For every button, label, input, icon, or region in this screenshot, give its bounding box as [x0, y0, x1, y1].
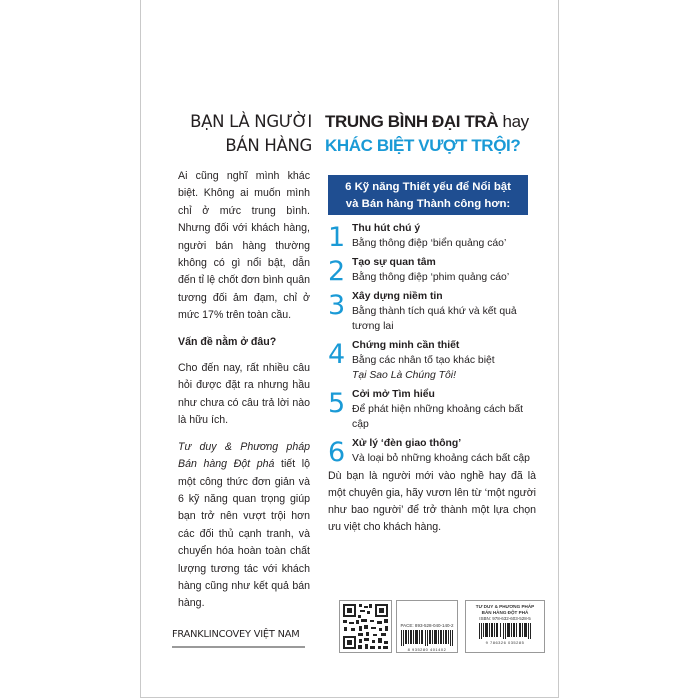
- left-column: [178, 168, 310, 622]
- skill-description: Bằng thông điệp ‘biển quảng cáo’: [352, 238, 507, 249]
- pace-code: PACE: 893-528-040-140-2: [400, 623, 454, 628]
- skill-number: 2: [328, 256, 346, 287]
- isbn-code: ISBN: 978-632-603-528-5: [479, 616, 531, 622]
- skill-item: [328, 339, 538, 383]
- skill-number: 4: [328, 339, 346, 370]
- skill-item: [328, 388, 538, 432]
- barcode-pace: [396, 600, 458, 653]
- skill-item: [328, 437, 538, 466]
- isbn-book-title-line1: TƯ DUY & PHƯƠNG PHÁP: [475, 604, 535, 609]
- skill-title: Thu hút chú ý: [352, 223, 421, 234]
- skill-title: Chứng minh cần thiết: [352, 340, 460, 351]
- problem-heading: Vấn đề nằm ở đâu?: [178, 335, 277, 348]
- skill-description: Bằng thông điệp ‘phim quảng cáo’: [352, 272, 510, 283]
- skill-item: [328, 256, 538, 285]
- book-description: tiết lộ một công thức đơn giản và 6 kỹ năng quan trọng giúp bạn trở nên vượt trội hơn các đối thủ cạnh tranh, và chuyển hóa hoàn toàn chất lượng tương tác với khách hàng cũng như kết quả bán hàng.: [178, 458, 310, 610]
- skill-title: Xây dựng niềm tin: [352, 291, 443, 302]
- skills-list: [328, 222, 538, 471]
- skill-title: Tạo sự quan tâm: [352, 257, 436, 268]
- skill-description: Và loại bỏ những khoảng cách bất cập: [352, 453, 530, 464]
- qr-code-graphic: [340, 601, 391, 652]
- headline-left-line2: BÁN HÀNG: [225, 136, 312, 155]
- isbn-digits: 9 786326 035285: [485, 640, 525, 646]
- publisher-name: FRANKLINCOVEY VIỆT NAM: [172, 628, 305, 648]
- headline-or: hay: [502, 112, 529, 131]
- barcode-bars: [477, 623, 533, 639]
- skills-banner: [328, 175, 528, 215]
- skill-description: Để phát hiện những khoảng cách bất cập: [352, 404, 524, 430]
- skill-description: [352, 353, 538, 383]
- qr-code: [339, 600, 392, 653]
- skill-description: Bằng thành tích quá khứ và kết quả tương lai: [352, 306, 517, 332]
- skill-number: 1: [328, 222, 346, 253]
- isbn-book-title-line2: BÁN HÀNG ĐỘT PHÁ: [481, 609, 529, 615]
- skills-banner-line1: 6 Kỹ năng Thiết yếu để Nổi bật: [345, 181, 511, 193]
- closing-paragraph: Dù bạn là người mới vào nghề hay đã là một chuyên gia, hãy vươn lên từ ‘một người như bao người’ để trở thành một lựa chọn ưu việt cho khách hàng.: [328, 470, 536, 533]
- skill-item: [328, 290, 538, 334]
- skill-description-text: Bằng các nhân tố tạo khác biệt: [352, 355, 495, 366]
- book-title: Tư duy & Phương pháp Bán hàng Đột phá: [178, 440, 310, 471]
- headline-average: TRUNG BÌNH ĐẠI TRÀ: [325, 112, 499, 131]
- headline-outstanding: KHÁC BIỆT VƯỢT TRỘI?: [325, 136, 521, 155]
- headline-right: [325, 110, 550, 158]
- intro-paragraph: Ai cũng nghĩ mình khác biệt. Không ai muốn mình chỉ ở mức trung bình. Nhưng đối với khách hàng, người bán hàng thường không có gì nổi bật, dẫn đến tỉ lệ chốt đơn bình quân tương đối ảm đạm, chỉ ở mức 17% trên toàn cầu.: [178, 170, 310, 322]
- headline-left-line1: BẠN LÀ NGƯỜI: [190, 112, 312, 131]
- headline-left: [172, 110, 312, 158]
- barcode-isbn: [465, 600, 545, 653]
- skill-number: 6: [328, 437, 346, 468]
- problem-paragraph: Cho đến nay, rất nhiều câu hỏi được đặt ra nhưng hầu như chưa có câu trả lời nào là hữu ích.: [178, 362, 310, 427]
- barcode-bars: [399, 630, 455, 646]
- skill-description-italic: Tại Sao Là Chúng Tôi!: [352, 370, 456, 381]
- skill-number: 5: [328, 388, 346, 419]
- pace-digits: 8 935280 401402: [407, 647, 447, 652]
- skill-title: Cởi mở Tìm hiểu: [352, 389, 435, 400]
- skill-number: 3: [328, 290, 346, 321]
- skill-title: Xử lý ‘đèn giao thông’: [352, 438, 462, 449]
- book-paragraph: [178, 439, 310, 613]
- skill-item: [328, 222, 538, 251]
- skills-banner-line2: và Bán hàng Thành công hơn:: [345, 198, 511, 210]
